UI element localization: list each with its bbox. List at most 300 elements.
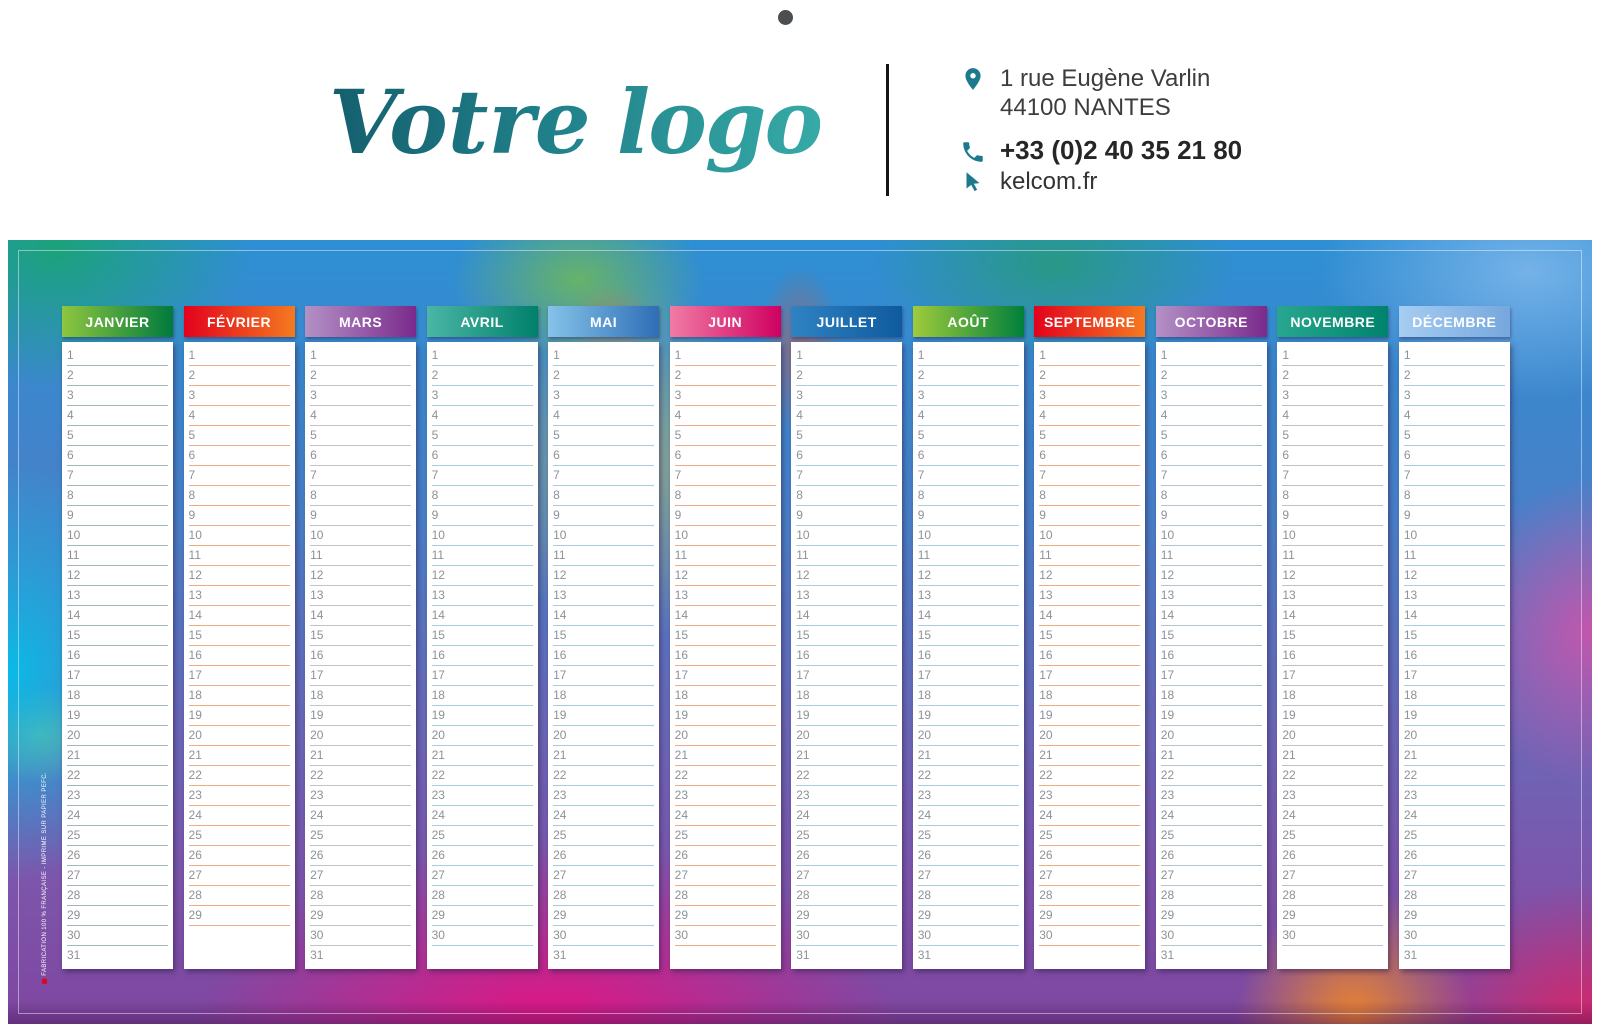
day-number: 22 (1403, 768, 1418, 782)
month-label: NOVEMBRE (1290, 313, 1376, 330)
day-row (432, 846, 533, 866)
day-row (796, 746, 897, 766)
day-number: 13 (674, 588, 689, 602)
day-row (1404, 906, 1505, 926)
phone-icon (960, 139, 986, 165)
day-number: 20 (1403, 728, 1418, 742)
day-row (918, 646, 1019, 666)
day-number: 22 (188, 768, 202, 782)
day-row (796, 786, 897, 806)
day-number: 1 (67, 348, 74, 362)
day-number: 13 (1403, 588, 1418, 602)
day-row (918, 486, 1019, 506)
day-number: 10 (1282, 528, 1296, 542)
day-number: 17 (67, 668, 81, 682)
day-number: 18 (1039, 688, 1053, 702)
day-row (675, 426, 776, 446)
day-row (553, 446, 654, 466)
day-number: 9 (1403, 508, 1411, 522)
day-row (918, 746, 1019, 766)
month-label: DÉCEMBRE (1412, 313, 1497, 330)
day-number: 12 (1282, 568, 1296, 582)
day-row (67, 906, 168, 926)
day-row (918, 706, 1019, 726)
day-row (1039, 666, 1140, 686)
day-row (67, 606, 168, 626)
day-row (675, 906, 776, 926)
day-number: 15 (1160, 628, 1175, 642)
day-row (432, 586, 533, 606)
day-number: 1 (553, 348, 560, 362)
day-row (1039, 566, 1140, 586)
day-row (1282, 706, 1383, 726)
day-row (1404, 386, 1505, 406)
day-row (1282, 386, 1383, 406)
day-row (1404, 406, 1505, 426)
day-row (1161, 686, 1262, 706)
day-number: 19 (553, 708, 567, 722)
day-row (553, 806, 654, 826)
day-number: 12 (188, 568, 202, 582)
day-row (310, 666, 411, 686)
day-number: 28 (1160, 888, 1175, 902)
day-row (1404, 546, 1505, 566)
day-number: 1 (1039, 348, 1046, 362)
day-number: 25 (67, 828, 81, 842)
day-number: 13 (796, 588, 810, 602)
day-number: 8 (1282, 488, 1289, 502)
day-row (432, 926, 533, 946)
day-number: 24 (674, 808, 689, 822)
day-number: 3 (796, 388, 803, 402)
day-row (553, 866, 654, 886)
day-row (1039, 386, 1140, 406)
day-row (310, 426, 411, 446)
day-row (1282, 466, 1383, 486)
day-row (675, 826, 776, 846)
day-row (796, 366, 897, 386)
day-number: 16 (310, 648, 324, 662)
month-header (427, 306, 538, 337)
day-row (67, 706, 168, 726)
day-row (1404, 806, 1505, 826)
day-number: 15 (553, 628, 567, 642)
day-row (1404, 626, 1505, 646)
day-row (796, 826, 897, 846)
day-row (796, 666, 897, 686)
day-row (1282, 506, 1383, 526)
day-number: 25 (917, 828, 932, 842)
day-row (67, 366, 168, 386)
day-row (675, 526, 776, 546)
day-number: 31 (67, 948, 81, 962)
day-row (675, 746, 776, 766)
side-note (42, 772, 48, 984)
day-row (1161, 626, 1262, 646)
day-row (796, 546, 897, 566)
day-row (310, 466, 411, 486)
day-row (1039, 886, 1140, 906)
day-row (432, 466, 533, 486)
day-number: 25 (431, 828, 445, 842)
day-number: 15 (188, 628, 202, 642)
day-row (1282, 846, 1383, 866)
day-row (675, 666, 776, 686)
day-row (67, 866, 168, 886)
day-row (553, 646, 654, 666)
day-row (918, 366, 1019, 386)
day-row (553, 426, 654, 446)
day-row (310, 626, 411, 646)
day-number: 27 (917, 868, 932, 882)
day-row (918, 866, 1019, 886)
day-number: 26 (431, 848, 445, 862)
day-number: 3 (1039, 388, 1046, 402)
day-row (310, 886, 411, 906)
day-row (432, 666, 533, 686)
day-row (1161, 946, 1262, 966)
day-row (1161, 786, 1262, 806)
day-number: 15 (310, 628, 324, 642)
day-number: 1 (1403, 348, 1411, 362)
day-number: 4 (1039, 408, 1046, 422)
day-row (918, 666, 1019, 686)
month-header (913, 306, 1024, 337)
day-row (1404, 886, 1505, 906)
day-number: 28 (917, 888, 932, 902)
month-header (670, 306, 781, 337)
day-number: 25 (310, 828, 324, 842)
day-row (1404, 706, 1505, 726)
day-row (1161, 426, 1262, 446)
day-row (1404, 366, 1505, 386)
day-row (1039, 766, 1140, 786)
day-row (675, 806, 776, 826)
day-number: 22 (67, 768, 81, 782)
day-row (1039, 706, 1140, 726)
day-number: 5 (917, 428, 925, 442)
day-number: 29 (67, 908, 81, 922)
day-row (1282, 626, 1383, 646)
day-number: 17 (1039, 668, 1053, 682)
day-number: 25 (796, 828, 810, 842)
day-number: 5 (553, 428, 560, 442)
day-number: 8 (67, 488, 74, 502)
day-row (675, 646, 776, 666)
day-row (189, 766, 290, 786)
day-row (432, 546, 533, 566)
day-number: 21 (917, 748, 932, 762)
day-number: 1 (917, 348, 925, 362)
day-number: 11 (67, 548, 80, 562)
day-row (67, 766, 168, 786)
month-column (427, 306, 538, 974)
day-number: 3 (431, 388, 439, 402)
day-number: 20 (553, 728, 567, 742)
day-row (432, 786, 533, 806)
day-number: 12 (1160, 568, 1175, 582)
day-number: 24 (1403, 808, 1418, 822)
day-row (310, 586, 411, 606)
day-row (796, 386, 897, 406)
day-row (1282, 646, 1383, 666)
day-row (1282, 806, 1383, 826)
day-row (918, 726, 1019, 746)
day-row (310, 766, 411, 786)
day-number: 4 (67, 408, 74, 422)
day-number: 27 (188, 868, 202, 882)
day-row (675, 886, 776, 906)
month-label: MARS (338, 313, 383, 330)
day-number: 3 (188, 388, 196, 402)
day-row (1404, 566, 1505, 586)
day-row (553, 686, 654, 706)
day-number: 24 (1282, 808, 1296, 822)
month-card (913, 342, 1024, 969)
day-number: 9 (431, 508, 439, 522)
day-row (189, 706, 290, 726)
day-row (189, 426, 290, 446)
day-number: 11 (796, 548, 809, 562)
month-label: AOÛT (947, 313, 990, 330)
month-card (1156, 342, 1267, 969)
day-row (1282, 526, 1383, 546)
day-row (189, 446, 290, 466)
day-number: 31 (1160, 948, 1175, 962)
day-row (310, 746, 411, 766)
day-number: 5 (310, 428, 317, 442)
logo-word-logo: logo (616, 70, 822, 174)
day-number: 24 (796, 808, 810, 822)
day-row (1161, 866, 1262, 886)
day-row (675, 466, 776, 486)
day-row (553, 746, 654, 766)
day-row (918, 626, 1019, 646)
day-number: 22 (1282, 768, 1296, 782)
day-row (796, 946, 897, 966)
day-number: 5 (431, 428, 439, 442)
day-row (918, 446, 1019, 466)
day-row (432, 626, 533, 646)
day-number: 12 (553, 568, 567, 582)
day-number: 21 (431, 748, 445, 762)
day-row (310, 706, 411, 726)
day-row (918, 786, 1019, 806)
day-row (310, 606, 411, 626)
day-number: 19 (917, 708, 932, 722)
day-number: 19 (1403, 708, 1418, 722)
day-row (310, 446, 411, 466)
day-number: 13 (67, 588, 81, 602)
day-row (796, 466, 897, 486)
day-row (432, 826, 533, 846)
day-number: 1 (796, 348, 803, 362)
address-row (960, 64, 1380, 122)
day-row (918, 566, 1019, 586)
day-number: 17 (1160, 668, 1175, 682)
day-number: 10 (1039, 528, 1053, 542)
day-row (1282, 886, 1383, 906)
day-number: 23 (188, 788, 202, 802)
day-row (553, 786, 654, 806)
day-number: 13 (1282, 588, 1296, 602)
day-row (67, 646, 168, 666)
day-row (1404, 686, 1505, 706)
day-number: 8 (188, 488, 196, 502)
month-label: SEPTEMBRE (1043, 313, 1136, 330)
month-header (1399, 306, 1510, 337)
day-number: 17 (553, 668, 567, 682)
day-row (796, 806, 897, 826)
day-row (918, 466, 1019, 486)
day-number: 30 (1403, 928, 1418, 942)
day-row (1161, 566, 1262, 586)
day-row (67, 946, 168, 966)
day-row (1161, 886, 1262, 906)
day-number: 24 (1039, 808, 1053, 822)
day-row (553, 706, 654, 726)
day-row (189, 366, 290, 386)
day-number: 18 (1403, 688, 1418, 702)
day-number: 6 (1403, 448, 1411, 462)
day-row (1404, 726, 1505, 746)
day-row (553, 846, 654, 866)
day-number: 14 (1160, 608, 1175, 622)
day-number: 16 (1403, 648, 1418, 662)
day-number: 4 (188, 408, 196, 422)
day-row (1404, 926, 1505, 946)
day-row (67, 386, 168, 406)
address-line-1: 1 rue Eugène Varlin (1000, 65, 1211, 92)
day-number: 6 (674, 448, 682, 462)
month-header (791, 306, 902, 337)
day-number: 28 (1403, 888, 1418, 902)
day-row (1039, 866, 1140, 886)
day-number: 10 (917, 528, 932, 542)
day-row (1282, 346, 1383, 366)
day-row (67, 846, 168, 866)
day-row (553, 546, 654, 566)
day-row (432, 566, 533, 586)
day-number: 20 (188, 728, 202, 742)
day-number: 30 (1160, 928, 1175, 942)
day-number: 17 (310, 668, 324, 682)
day-number: 18 (67, 688, 81, 702)
day-number: 7 (188, 468, 196, 482)
day-number: 26 (310, 848, 324, 862)
day-row (1404, 526, 1505, 546)
day-row (1161, 446, 1262, 466)
month-header (1034, 306, 1145, 337)
day-number: 6 (1160, 448, 1168, 462)
day-number: 26 (553, 848, 567, 862)
day-number: 28 (67, 888, 81, 902)
day-row (67, 526, 168, 546)
day-number: 22 (796, 768, 810, 782)
day-number: 17 (188, 668, 202, 682)
day-number: 25 (553, 828, 567, 842)
day-row (918, 686, 1019, 706)
day-number: 9 (796, 508, 803, 522)
day-number: 27 (431, 868, 445, 882)
day-number: 26 (674, 848, 689, 862)
day-row (1039, 686, 1140, 706)
day-number: 18 (431, 688, 445, 702)
day-row (189, 826, 290, 846)
day-number: 7 (1282, 468, 1289, 482)
day-row (553, 526, 654, 546)
day-number: 27 (1160, 868, 1175, 882)
day-number: 20 (796, 728, 810, 742)
day-row (67, 686, 168, 706)
day-row (310, 526, 411, 546)
month-card (1034, 342, 1145, 969)
day-row (67, 546, 168, 566)
day-row (1161, 846, 1262, 866)
day-number: 22 (310, 768, 324, 782)
day-row (310, 486, 411, 506)
day-number: 20 (674, 728, 689, 742)
day-number: 27 (1403, 868, 1418, 882)
day-row (1404, 946, 1505, 966)
day-number: 9 (1160, 508, 1168, 522)
day-row (675, 586, 776, 606)
day-number: 24 (553, 808, 567, 822)
day-number: 18 (1160, 688, 1175, 702)
day-row (553, 406, 654, 426)
day-number: 2 (1039, 368, 1046, 382)
day-number: 19 (1282, 708, 1296, 722)
day-row (675, 686, 776, 706)
day-number: 30 (674, 928, 689, 942)
day-row (1282, 446, 1383, 466)
day-row (796, 926, 897, 946)
day-number: 29 (796, 908, 810, 922)
day-number: 20 (1282, 728, 1296, 742)
day-row (553, 466, 654, 486)
day-number: 14 (553, 608, 567, 622)
day-number: 4 (553, 408, 560, 422)
day-number: 11 (1160, 548, 1174, 562)
day-row (1282, 566, 1383, 586)
day-number: 29 (674, 908, 689, 922)
day-number: 8 (310, 488, 317, 502)
day-number: 17 (796, 668, 810, 682)
day-number: 12 (674, 568, 689, 582)
day-number: 14 (67, 608, 81, 622)
day-number: 7 (1160, 468, 1168, 482)
day-row (1404, 446, 1505, 466)
month-column (1034, 306, 1145, 974)
day-number: 13 (310, 588, 324, 602)
month-column (1156, 306, 1267, 974)
day-number: 15 (67, 628, 81, 642)
day-number: 9 (188, 508, 196, 522)
day-row (189, 786, 290, 806)
day-row (1039, 486, 1140, 506)
day-row (67, 586, 168, 606)
day-number: 3 (67, 388, 74, 402)
day-row (432, 686, 533, 706)
day-number: 10 (553, 528, 567, 542)
day-number: 2 (67, 368, 74, 382)
day-row (310, 946, 411, 966)
day-number: 12 (67, 568, 81, 582)
day-number: 18 (917, 688, 932, 702)
day-number: 31 (796, 948, 810, 962)
logo-word-votre: Votre (328, 70, 591, 174)
day-row (1161, 706, 1262, 726)
